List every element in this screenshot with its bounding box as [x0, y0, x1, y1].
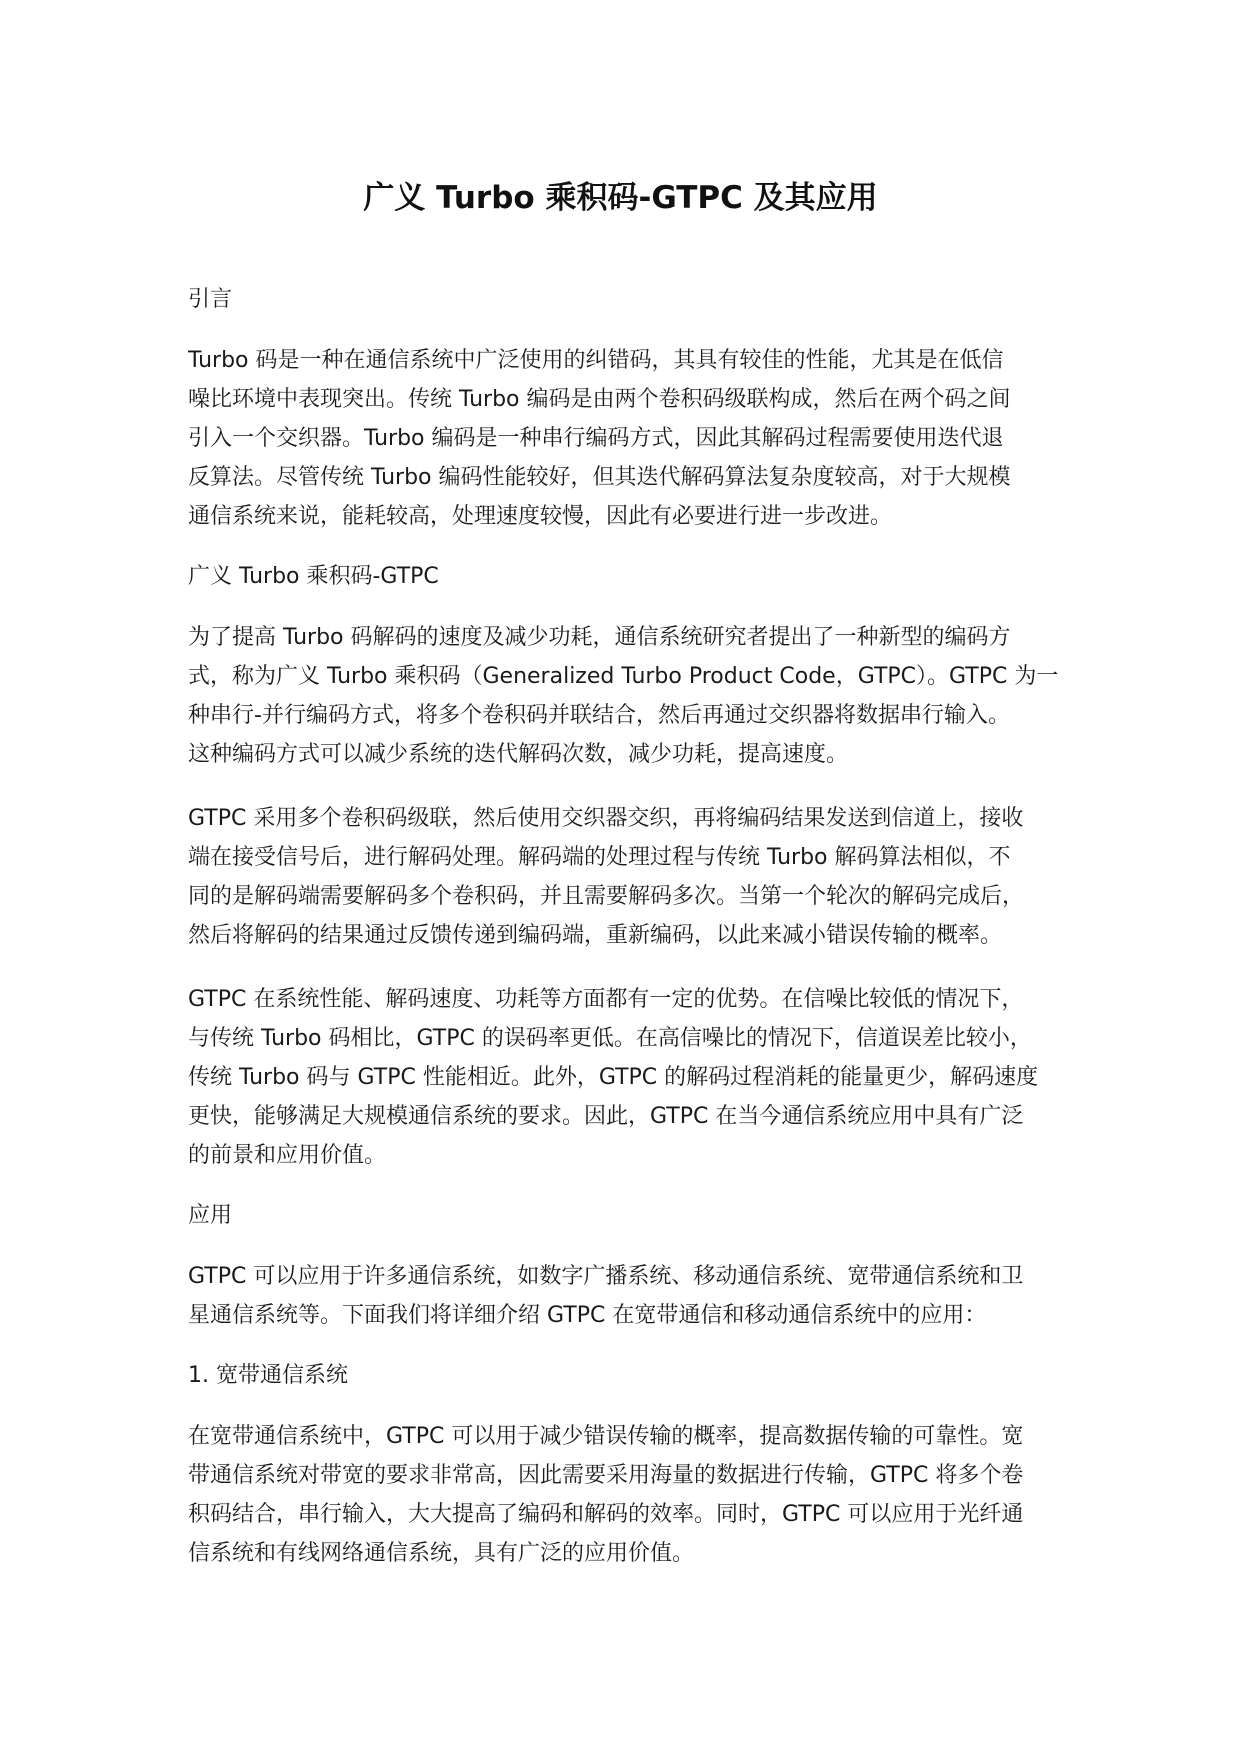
section-heading-broadband: 1. 宽带通信系统	[188, 1363, 348, 1388]
text-line: 种串行-并行编码方式，将多个卷积码并联结合，然后再通过交织器将数据串行输入。	[188, 703, 1010, 728]
text-line: 更快，能够满足大规模通信系统的要求。因此，GTPC 在当今通信系统应用中具有广泛	[188, 1104, 1024, 1129]
text-line: 端在接受信号后，进行解码处理。解码端的处理过程与传统 Turbo 解码算法相似，不	[188, 845, 1011, 870]
text-line: 为了提高 Turbo 码解码的速度及减少功耗，通信系统研究者提出了一种新型的编码方	[188, 625, 1011, 650]
text-line: 带通信系统对带宽的要求非常高，因此需要采用海量的数据进行传输，GTPC 将多个卷	[188, 1463, 1024, 1488]
text-line: 在宽带通信系统中，GTPC 可以用于减少错误传输的概率，提高数据传输的可靠性。宽	[188, 1424, 1024, 1449]
document-title: 广义 Turbo 乘积码-GTPC 及其应用	[363, 180, 878, 216]
paragraph-gtpc-process	[188, 799, 1068, 955]
text-line: 信系统和有线网络通信系统，具有广泛的应用价值。	[188, 1541, 695, 1566]
text-line: 噪比环境中表现突出。传统 Turbo 编码是由两个卷积码级联构成，然后在两个码之间	[188, 387, 1011, 412]
text-line: 传统 Turbo 码与 GTPC 性能相近。此外，GTPC 的解码过程消耗的能量更少，解码速度	[188, 1065, 1039, 1090]
text-line: GTPC 可以应用于许多通信系统，如数字广播系统、移动通信系统、宽带通信系统和卫	[188, 1264, 1024, 1289]
text-line: 式，称为广义 Turbo 乘积码（Generalized Turbo Product Code，GTPC）。GTPC 为一	[188, 664, 1059, 689]
text-line: 同的是解码端需要解码多个卷积码，并且需要解码多次。当第一个轮次的解码完成后，	[188, 884, 1025, 909]
text-line: 星通信系统等。下面我们将详细介绍 GTPC 在宽带通信和移动通信系统中的应用：	[188, 1303, 987, 1328]
paragraph-applications	[188, 1257, 1068, 1335]
section-heading-gtpc: 广义 Turbo 乘积码-GTPC	[188, 564, 439, 589]
text-line: 然后将解码的结果通过反馈传递到编码端，重新编码，以此来减小错误传输的概率。	[188, 923, 1003, 948]
text-line: GTPC 在系统性能、解码速度、功耗等方面都有一定的优势。在信噪比较低的情况下，	[188, 987, 1024, 1012]
text-line: GTPC 采用多个卷积码级联，然后使用交织器交织，再将编码结果发送到信道上，接收	[188, 806, 1024, 831]
text-line: 这种编码方式可以减少系统的迭代解码次数，减少功耗，提高速度。	[188, 742, 849, 767]
section-heading-intro: 引言	[188, 287, 233, 312]
text-line: 与传统 Turbo 码相比，GTPC 的误码率更低。在高信噪比的情况下，信道误差比较小，	[188, 1026, 1032, 1051]
text-line: 积码结合，串行输入，大大提高了编码和解码的效率。同时，GTPC 可以应用于光纤通	[188, 1502, 1024, 1527]
paragraph-intro	[188, 341, 1068, 536]
text-line: 的前景和应用价值。	[188, 1143, 387, 1168]
section-heading-applications: 应用	[188, 1203, 233, 1228]
text-line: 通信系统来说，能耗较高，处理速度较慢，因此有必要进行进一步改进。	[188, 504, 893, 529]
text-line: 反算法。尽管传统 Turbo 编码性能较好，但其迭代解码算法复杂度较高，对于大规模	[188, 465, 1011, 490]
paragraph-broadband	[188, 1417, 1068, 1573]
text-line: 引入一个交织器。Turbo 编码是一种串行编码方式，因此其解码过程需要使用迭代退	[188, 426, 1004, 451]
text-line: Turbo 码是一种在通信系统中广泛使用的纠错码，其具有较佳的性能，尤其是在低信	[188, 348, 1004, 373]
document-body	[188, 284, 1068, 1598]
paragraph-gtpc-advantages	[188, 980, 1068, 1175]
paragraph-gtpc-definition	[188, 618, 1068, 774]
